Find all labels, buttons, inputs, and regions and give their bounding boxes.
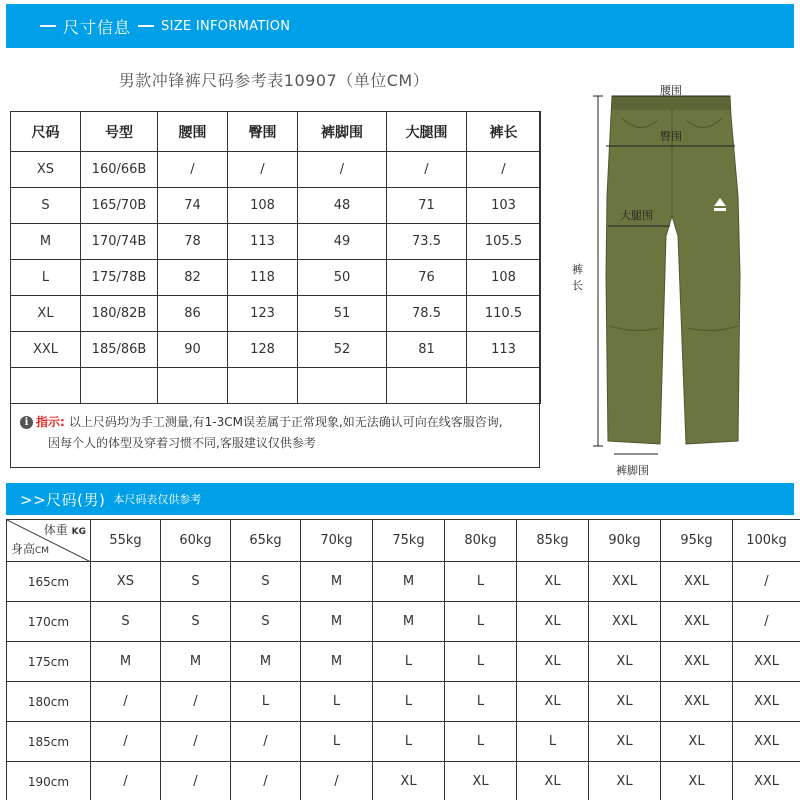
notice-line-2: 因每个人的体型及穿着习惯不同,客服建议仅供参考	[48, 436, 316, 450]
weight-header: 65kg	[231, 520, 301, 562]
size-chart-row	[11, 296, 541, 332]
size-chart-cell: 86	[158, 296, 228, 332]
height-row	[7, 642, 800, 682]
size-chart-cell: 74	[158, 188, 228, 224]
recommended-size-cell: M	[301, 562, 373, 602]
recommended-size-cell: M	[91, 642, 161, 682]
recommended-size-cell: S	[161, 562, 231, 602]
height-label: 180cm	[7, 682, 91, 722]
recommended-size-cell: XXL	[733, 682, 800, 722]
recommended-size-cell: XXL	[661, 682, 733, 722]
size-chart-col-header: 裤长	[467, 112, 541, 152]
banner-title-en: SIZE INFORMATION	[161, 18, 291, 34]
height-row	[7, 762, 800, 800]
recommended-size-cell: XL	[517, 762, 589, 800]
size-chart-cell: 113	[467, 332, 541, 368]
recommended-size-cell: XXL	[589, 602, 661, 642]
recommended-size-cell: /	[161, 722, 231, 762]
recommend-banner	[6, 483, 794, 515]
height-row	[7, 562, 800, 602]
recommended-size-cell: /	[161, 682, 231, 722]
label-hem: 裤脚围	[616, 464, 649, 477]
size-info-banner	[6, 4, 794, 48]
corner-height-label: 身高CM	[11, 542, 50, 556]
recommended-size-cell: XL	[589, 762, 661, 800]
size-recommend-table	[6, 519, 800, 800]
weight-header: 55kg	[91, 520, 161, 562]
size-chart-cell: 170/74B	[81, 224, 158, 260]
recommended-size-cell: XL	[661, 762, 733, 800]
size-chart-cell: 108	[228, 188, 298, 224]
recommended-size-cell: M	[231, 642, 301, 682]
size-chart-cell: L	[11, 260, 81, 296]
size-chart-cell	[158, 368, 228, 404]
size-chart-cell: 78.5	[387, 296, 467, 332]
recommended-size-cell: /	[733, 602, 800, 642]
recommended-size-cell: S	[91, 602, 161, 642]
weight-header: 75kg	[373, 520, 445, 562]
recommended-size-cell: S	[161, 602, 231, 642]
recommended-size-cell: L	[445, 642, 517, 682]
table-corner-cell	[7, 520, 91, 562]
size-chart-cell: 128	[228, 332, 298, 368]
weight-header: 80kg	[445, 520, 517, 562]
size-chart-cell: 50	[298, 260, 387, 296]
size-chart-cell	[11, 368, 81, 404]
info-icon: i	[20, 416, 33, 429]
label-waist: 腰围	[660, 84, 682, 97]
size-chart-cell: 48	[298, 188, 387, 224]
size-chart-cell: 73.5	[387, 224, 467, 260]
banner-dash-right	[138, 25, 154, 27]
recommended-size-cell: XL	[661, 722, 733, 762]
size-chart-cell	[228, 368, 298, 404]
size-chart-cell: 105.5	[467, 224, 541, 260]
size-chart-cell: XS	[11, 152, 81, 188]
size-chart-col-header: 裤脚围	[298, 112, 387, 152]
height-label: 185cm	[7, 722, 91, 762]
recommended-size-cell: XXL	[661, 562, 733, 602]
size-chart-row	[11, 188, 541, 224]
recommended-size-cell: L	[517, 722, 589, 762]
recommended-size-cell: XL	[517, 642, 589, 682]
size-chart-cell: /	[228, 152, 298, 188]
size-chart-col-header: 腰围	[158, 112, 228, 152]
size-chart-cell: XXL	[11, 332, 81, 368]
recommended-size-cell: L	[373, 642, 445, 682]
recommended-size-cell: L	[231, 682, 301, 722]
recommended-size-cell: L	[301, 722, 373, 762]
recommended-size-cell: M	[373, 602, 445, 642]
recommended-size-cell: XXL	[733, 762, 800, 800]
size-chart-col-header: 大腿围	[387, 112, 467, 152]
recommended-size-cell: /	[91, 722, 161, 762]
height-row	[7, 722, 800, 762]
size-chart-cell: /	[387, 152, 467, 188]
recommended-size-cell: XL	[517, 682, 589, 722]
pants-shape	[606, 96, 740, 444]
recommended-size-cell: XXL	[661, 642, 733, 682]
weight-header: 100kg	[733, 520, 800, 562]
recommended-size-cell: XL	[589, 722, 661, 762]
size-chart-cell: 76	[387, 260, 467, 296]
recommended-size-cell: M	[301, 602, 373, 642]
size-chart-row	[11, 260, 541, 296]
size-chart-cell: 180/82B	[81, 296, 158, 332]
recommended-size-cell: /	[231, 762, 301, 800]
weight-header-row	[7, 520, 800, 562]
notice-label: 指示:	[36, 415, 65, 429]
recommended-size-cell: L	[445, 562, 517, 602]
weight-header: 90kg	[589, 520, 661, 562]
size-chart-cell: 108	[467, 260, 541, 296]
recommend-banner-note: 本尺码表仅供参考	[113, 493, 202, 506]
banner-title-cn: 尺寸信息	[63, 17, 132, 37]
size-chart-cell: /	[298, 152, 387, 188]
size-chart-cell	[298, 368, 387, 404]
height-label: 175cm	[7, 642, 91, 682]
recommended-size-cell: L	[373, 722, 445, 762]
recommended-size-cell: XL	[445, 762, 517, 800]
recommended-size-cell: XL	[517, 602, 589, 642]
recommended-size-cell: L	[373, 682, 445, 722]
size-chart-cell: 51	[298, 296, 387, 332]
size-chart-cell: 113	[228, 224, 298, 260]
banner-dash-left	[40, 25, 56, 27]
size-chart-cell: 175/78B	[81, 260, 158, 296]
size-chart-cell: 52	[298, 332, 387, 368]
recommended-size-cell: L	[445, 602, 517, 642]
size-chart-cell: 165/70B	[81, 188, 158, 224]
height-label: 190cm	[7, 762, 91, 800]
recommended-size-cell: M	[161, 642, 231, 682]
size-chart-cell	[387, 368, 467, 404]
size-chart-col-header: 臀围	[228, 112, 298, 152]
weight-header: 95kg	[661, 520, 733, 562]
size-chart-cell	[467, 368, 541, 404]
notice-line-1: 以上尺码均为手工测量,有1-3CM误差属于正常现象,如无法确认可向在线客服咨询,	[68, 415, 503, 429]
label-length-2: 长	[572, 279, 583, 292]
recommended-size-cell: XS	[91, 562, 161, 602]
size-chart-cell: /	[158, 152, 228, 188]
pants-diagram	[560, 76, 795, 476]
label-length-1: 裤	[572, 263, 583, 276]
corner-weight-label: 体重 KG	[43, 523, 86, 537]
label-hip: 臀围	[660, 130, 682, 143]
recommended-size-cell: /	[161, 762, 231, 800]
recommended-size-cell: XL	[589, 642, 661, 682]
recommended-size-cell: /	[231, 722, 301, 762]
size-chart-row	[11, 368, 541, 404]
recommended-size-cell: XXL	[589, 562, 661, 602]
recommended-size-cell: /	[91, 682, 161, 722]
weight-header: 60kg	[161, 520, 231, 562]
size-chart-cell: /	[467, 152, 541, 188]
size-chart-row	[11, 224, 541, 260]
size-chart-cell: 118	[228, 260, 298, 296]
size-chart-cell	[81, 368, 158, 404]
size-chart-cell: 185/86B	[81, 332, 158, 368]
recommended-size-cell: XL	[589, 682, 661, 722]
recommended-size-cell: /	[301, 762, 373, 800]
size-chart-cell: 103	[467, 188, 541, 224]
recommended-size-cell: M	[301, 642, 373, 682]
size-chart-row	[11, 152, 541, 188]
size-chart-cell: 49	[298, 224, 387, 260]
size-chart-row	[11, 332, 541, 368]
size-chart-cell: 160/66B	[81, 152, 158, 188]
size-chart-cell: 82	[158, 260, 228, 296]
recommended-size-cell: L	[445, 722, 517, 762]
recommended-size-cell: XXL	[733, 642, 800, 682]
size-chart-col-header: 尺码	[11, 112, 81, 152]
size-chart-cell: 110.5	[467, 296, 541, 332]
size-chart-title: 男款冲锋裤尺码参考表10907（单位CM）	[118, 71, 430, 90]
recommended-size-cell: /	[91, 762, 161, 800]
size-chart-cell: 78	[158, 224, 228, 260]
height-row	[7, 682, 800, 722]
height-label: 170cm	[7, 602, 91, 642]
label-thigh: 大腿围	[620, 209, 653, 222]
recommended-size-cell: L	[445, 682, 517, 722]
size-chart-cell: M	[11, 224, 81, 260]
size-chart-cell: XL	[11, 296, 81, 332]
recommend-banner-title: >>尺码(男)	[20, 490, 106, 509]
size-chart-cell: 81	[387, 332, 467, 368]
size-chart-cell: 71	[387, 188, 467, 224]
size-chart-table	[10, 111, 541, 404]
recommended-size-cell: S	[231, 562, 301, 602]
weight-header: 70kg	[301, 520, 373, 562]
size-chart-cell: S	[11, 188, 81, 224]
size-chart-cell: 123	[228, 296, 298, 332]
size-chart-header-row	[11, 112, 541, 152]
recommended-size-cell: XL	[517, 562, 589, 602]
recommended-size-cell: XXL	[661, 602, 733, 642]
height-label: 165cm	[7, 562, 91, 602]
height-row	[7, 602, 800, 642]
recommended-size-cell: XXL	[733, 722, 800, 762]
recommended-size-cell: S	[231, 602, 301, 642]
size-chart-col-header: 号型	[81, 112, 158, 152]
recommended-size-cell: L	[301, 682, 373, 722]
weight-header: 85kg	[517, 520, 589, 562]
size-chart-cell: 90	[158, 332, 228, 368]
recommended-size-cell: XL	[373, 762, 445, 800]
size-notice	[20, 412, 536, 454]
recommended-size-cell: /	[733, 562, 800, 602]
recommended-size-cell: M	[373, 562, 445, 602]
